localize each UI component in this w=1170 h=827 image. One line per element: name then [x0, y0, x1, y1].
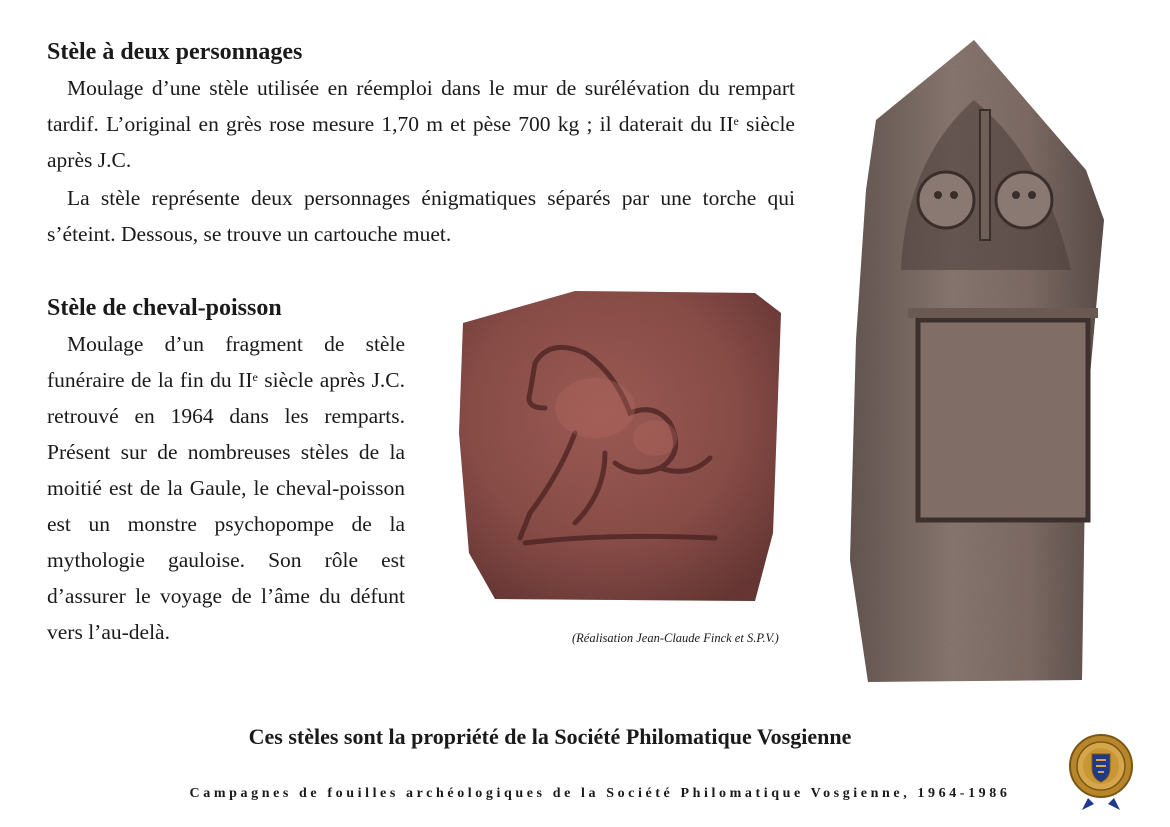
s1-p1-sup: e — [733, 114, 739, 128]
society-seal-icon — [1068, 728, 1134, 810]
cheval-poisson-stele-photo — [455, 283, 785, 608]
deux-personnages-stele-photo — [846, 40, 1108, 685]
stele-deux-personnages-paragraph-2: La stèle représente deux personnages énigmatiques séparés par une torche qui s’éteint. Dessous, se trouve un cartouche muet. — [47, 186, 795, 246]
s2-p1-sup: e — [252, 370, 258, 384]
s1-p1-text-a: Moulage d’une stèle utilisée en réemploi dans le mur de surélévation du rempart tardif. L’original en grès rose mesure 1,70 m et pèse 700 kg ; il daterait du II — [47, 76, 795, 136]
photo-credit: (Réalisation Jean-Claude Finck et S.P.V.) — [572, 631, 779, 645]
s2-p1-text-b: siècle après J.C. retrouvé en 1964 dans les remparts. Présent sur de nombreuses stèles de la moitié est de la Gaule, le cheval-poisson est un monstre psychopompe de la mythologie gauloise. Son rôle est d’assurer le voyage de l’âme du défunt vers l’au-delà. — [47, 368, 406, 644]
stele-cheval-poisson-paragraph — [47, 326, 405, 650]
stele-cheval-poisson-title: Stèle de cheval-poisson — [47, 295, 282, 321]
stele-deux-personnages-paragraph-1 — [47, 70, 795, 178]
ownership-statement: Ces stèles sont la propriété de la Société Philomatique Vosgienne — [248, 724, 852, 749]
s1-p1-text-b: siècle après J.C. — [47, 112, 795, 172]
campaign-line: Campagnes de fouilles archéologiques de la Société Philomatique Vosgienne, 1964-1986 — [189, 786, 1011, 801]
s2-p1-text-a: Moulage d’un fragment de stèle funéraire de la fin du II — [47, 332, 405, 392]
stele-deux-personnages-title: Stèle à deux personnages — [47, 39, 303, 65]
